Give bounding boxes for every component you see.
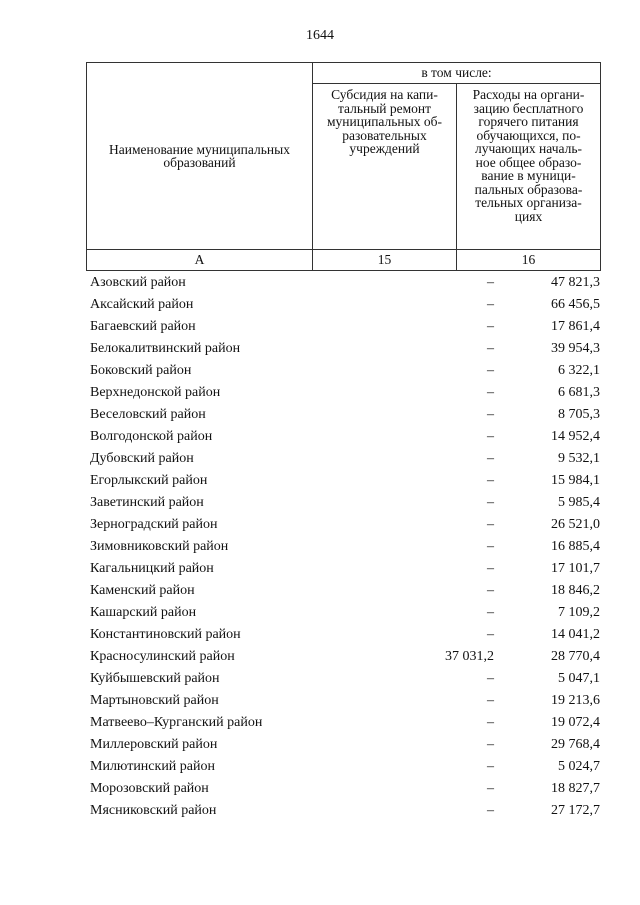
row-col15: – <box>487 561 494 576</box>
table-row <box>86 360 600 382</box>
row-col16: 47 821,3 <box>551 275 600 290</box>
header-col-15 <box>313 84 457 250</box>
row-col15: – <box>487 297 494 312</box>
row-col16: 15 984,1 <box>551 473 600 488</box>
row-col15: – <box>487 693 494 708</box>
row-name: Мясниковский район <box>90 803 217 818</box>
row-col15: 37 031,2 <box>445 649 494 664</box>
row-col16: 7 109,2 <box>558 605 600 620</box>
table-row <box>86 558 600 580</box>
row-name: Заветинский район <box>90 495 204 510</box>
row-col15: – <box>487 627 494 642</box>
table-row <box>86 646 600 668</box>
row-col16: 5 024,7 <box>558 759 600 774</box>
row-col15: – <box>487 517 494 532</box>
table-row <box>86 492 600 514</box>
table-row <box>86 426 600 448</box>
row-name: Багаевский район <box>90 319 196 334</box>
row-col16: 16 885,4 <box>551 539 600 554</box>
row-col16: 28 770,4 <box>551 649 600 664</box>
row-col15: – <box>487 341 494 356</box>
page-number: 1644 <box>306 28 334 43</box>
header-name-line: образований <box>163 155 236 170</box>
table-row <box>86 470 600 492</box>
header-col16-line: Расходы на органи- <box>472 87 585 102</box>
table-row <box>86 448 600 470</box>
header-name-line: Наименование муниципальных <box>109 141 290 157</box>
row-col15: – <box>487 473 494 488</box>
header-col15-line: Субсидия на капи- <box>331 87 438 102</box>
table-row <box>86 690 600 712</box>
table-row <box>86 404 600 426</box>
header-col16-line: вание в муници- <box>481 168 576 183</box>
table-row <box>86 624 600 646</box>
row-col16: 6 322,1 <box>558 363 600 378</box>
table-row <box>86 272 600 294</box>
row-name: Матвеево–Курганский район <box>90 715 263 730</box>
header-col16-line: тельных организа- <box>475 195 582 210</box>
header-code-16: 16 <box>457 250 601 271</box>
row-name: Миллеровский район <box>90 737 218 752</box>
table-row <box>86 734 600 756</box>
row-col15: – <box>487 759 494 774</box>
row-name: Белокалитвинский район <box>90 341 241 356</box>
row-name: Волгодонской район <box>90 429 213 444</box>
header-col16-line: горячего питания <box>478 114 579 129</box>
table-row <box>86 338 600 360</box>
header-col-16 <box>457 84 601 250</box>
header-col16-line: пальных образова- <box>474 181 583 197</box>
row-name: Милютинский район <box>90 759 216 774</box>
header-col15-line: учреждений <box>349 141 420 156</box>
row-name: Константиновский район <box>90 627 241 642</box>
table-row <box>86 778 600 800</box>
row-col15: – <box>487 319 494 334</box>
row-col16: 17 861,4 <box>551 319 600 334</box>
row-col15: – <box>487 803 494 818</box>
row-col15: – <box>487 781 494 796</box>
row-col15: – <box>487 715 494 730</box>
row-name: Веселовский район <box>90 407 206 422</box>
row-col15: – <box>487 605 494 620</box>
header-col16-line: зацию бесплатного <box>473 100 584 116</box>
table-row <box>86 756 600 778</box>
row-col16: 26 521,0 <box>551 517 600 532</box>
table-header <box>86 62 601 271</box>
header-col15-line: разовательных <box>342 127 427 143</box>
row-col15: – <box>487 671 494 686</box>
header-code-15: 15 <box>313 250 457 271</box>
table-body <box>86 272 600 822</box>
header-col16-line: ное общее образо- <box>475 154 582 170</box>
row-name: Верхнедонской район <box>90 385 221 400</box>
row-name: Зерноградский район <box>90 517 218 532</box>
row-col16: 5 985,4 <box>558 495 600 510</box>
row-col16: 19 072,4 <box>551 715 600 730</box>
row-col16: 18 827,7 <box>551 781 600 796</box>
row-name: Зимовниковский район <box>90 539 229 554</box>
table-row <box>86 668 600 690</box>
row-name: Егорлыкский район <box>90 473 208 488</box>
header-col15-line: муниципальных об- <box>327 114 442 129</box>
header-col16-line: циях <box>514 208 543 224</box>
row-col15: – <box>487 407 494 422</box>
row-name: Куйбышевский район <box>90 671 220 686</box>
row-col15: – <box>487 275 494 290</box>
row-col16: 66 456,5 <box>551 297 600 312</box>
row-col16: 39 954,3 <box>551 341 600 356</box>
row-name: Аксайский район <box>90 297 194 312</box>
row-col16: 19 213,6 <box>551 693 600 708</box>
row-col16: 14 041,2 <box>551 627 600 642</box>
table-row <box>86 382 600 404</box>
header-in-total: в том числе: <box>313 63 601 84</box>
header-col16-line: лучающих началь- <box>474 141 583 156</box>
row-col15: – <box>487 363 494 378</box>
header-col16-line: обучающихся, по- <box>476 127 581 143</box>
table-row <box>86 316 600 338</box>
row-name: Дубовский район <box>90 451 194 466</box>
row-col16: 27 172,7 <box>551 803 600 818</box>
row-col16: 29 768,4 <box>551 737 600 752</box>
row-col16: 6 681,3 <box>558 385 600 400</box>
row-name: Каменский район <box>90 583 195 598</box>
header-name-column <box>87 63 313 250</box>
row-name: Морозовский район <box>90 781 209 796</box>
row-col16: 5 047,1 <box>558 671 600 686</box>
row-name: Красносулинский район <box>90 649 235 664</box>
table-row <box>86 536 600 558</box>
table-row <box>86 800 600 822</box>
header-col15-line: тальный ремонт <box>337 100 432 116</box>
row-name: Кашарский район <box>90 605 197 620</box>
row-col15: – <box>487 385 494 400</box>
row-col16: 8 705,3 <box>558 407 600 422</box>
row-name: Кагальницкий район <box>90 561 214 576</box>
table-row <box>86 294 600 316</box>
row-name: Азовский район <box>90 275 186 290</box>
row-col15: – <box>487 539 494 554</box>
row-col15: – <box>487 429 494 444</box>
row-name: Боковский район <box>90 363 192 378</box>
row-col15: – <box>487 583 494 598</box>
table-row <box>86 514 600 536</box>
header-code-a: А <box>87 250 313 271</box>
row-col15: – <box>487 495 494 510</box>
table-row <box>86 580 600 602</box>
table-row <box>86 602 600 624</box>
row-name: Мартыновский район <box>90 693 219 708</box>
row-col16: 14 952,4 <box>551 429 600 444</box>
table-row <box>86 712 600 734</box>
row-col16: 18 846,2 <box>551 583 600 598</box>
row-col15: – <box>487 737 494 752</box>
row-col16: 9 532,1 <box>558 451 600 466</box>
row-col16: 17 101,7 <box>551 561 600 576</box>
row-col15: – <box>487 451 494 466</box>
